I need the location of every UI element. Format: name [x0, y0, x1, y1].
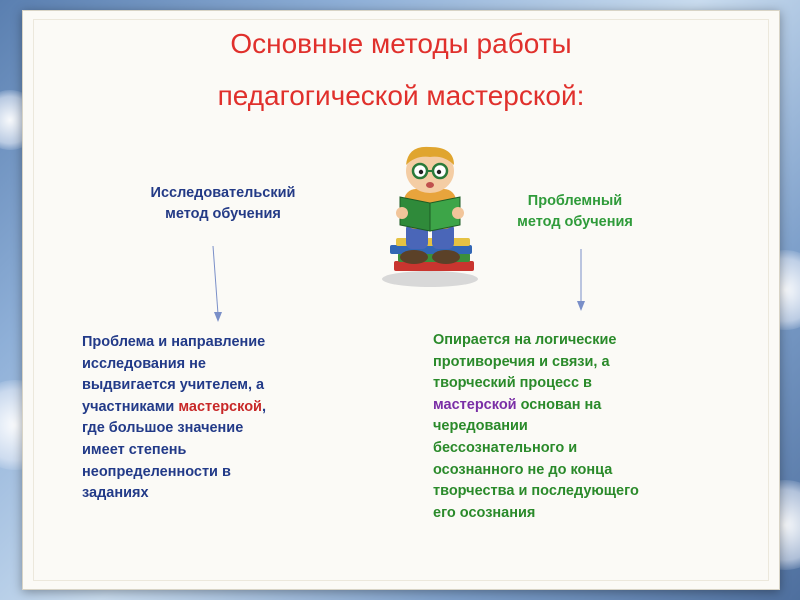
research-line: выдвигается учителем, а	[82, 377, 265, 394]
research-line-part: ,	[261, 398, 266, 415]
slide-title-line1: Основные методы работы	[230, 28, 572, 59]
research-line-part: участниками	[82, 398, 179, 415]
workshop-highlight-red: мастерской	[178, 398, 262, 415]
research-arrow	[210, 246, 230, 331]
slide-title-line2: педагогической мастерской:	[217, 80, 585, 111]
problem-line-part: основан на	[516, 396, 602, 413]
problem-line: Опирается на логические	[433, 332, 617, 348]
research-line: неопределенности в	[82, 463, 231, 480]
problem-method-heading	[485, 191, 665, 233]
research-line: где большое значение	[82, 420, 244, 437]
problem-arrow	[575, 249, 595, 319]
research-line	[82, 397, 367, 419]
problem-line: осознанного не до конца	[433, 461, 613, 478]
research-line: заданиях	[82, 485, 149, 502]
workshop-highlight-purple: мастерской	[433, 396, 517, 413]
slide	[22, 10, 780, 590]
problem-line: творческий процесс в	[433, 375, 592, 392]
problem-line: его осознания	[433, 504, 536, 521]
problem-line: противоречия и связи, а	[433, 353, 610, 370]
research-method-description	[82, 332, 367, 505]
research-line: Проблема и направление	[82, 334, 266, 350]
problem-method-description	[433, 330, 743, 524]
problem-method-heading-line1: Проблемный	[527, 193, 623, 209]
research-method-heading-line1: Исследовательский	[150, 185, 296, 201]
problem-line: чередовании	[433, 418, 528, 435]
research-method-heading-line2: метод обучения	[165, 206, 281, 222]
problem-line	[433, 395, 743, 417]
research-line: исследования не	[82, 355, 206, 372]
problem-line: бессознательного и	[433, 439, 578, 456]
research-line: имеет степень	[82, 441, 187, 458]
research-method-heading	[113, 183, 333, 225]
problem-method-heading-line2: метод обучения	[517, 214, 633, 230]
problem-line: творчества и последующего	[433, 483, 639, 500]
reading-kid-on-books-icon	[378, 139, 490, 299]
